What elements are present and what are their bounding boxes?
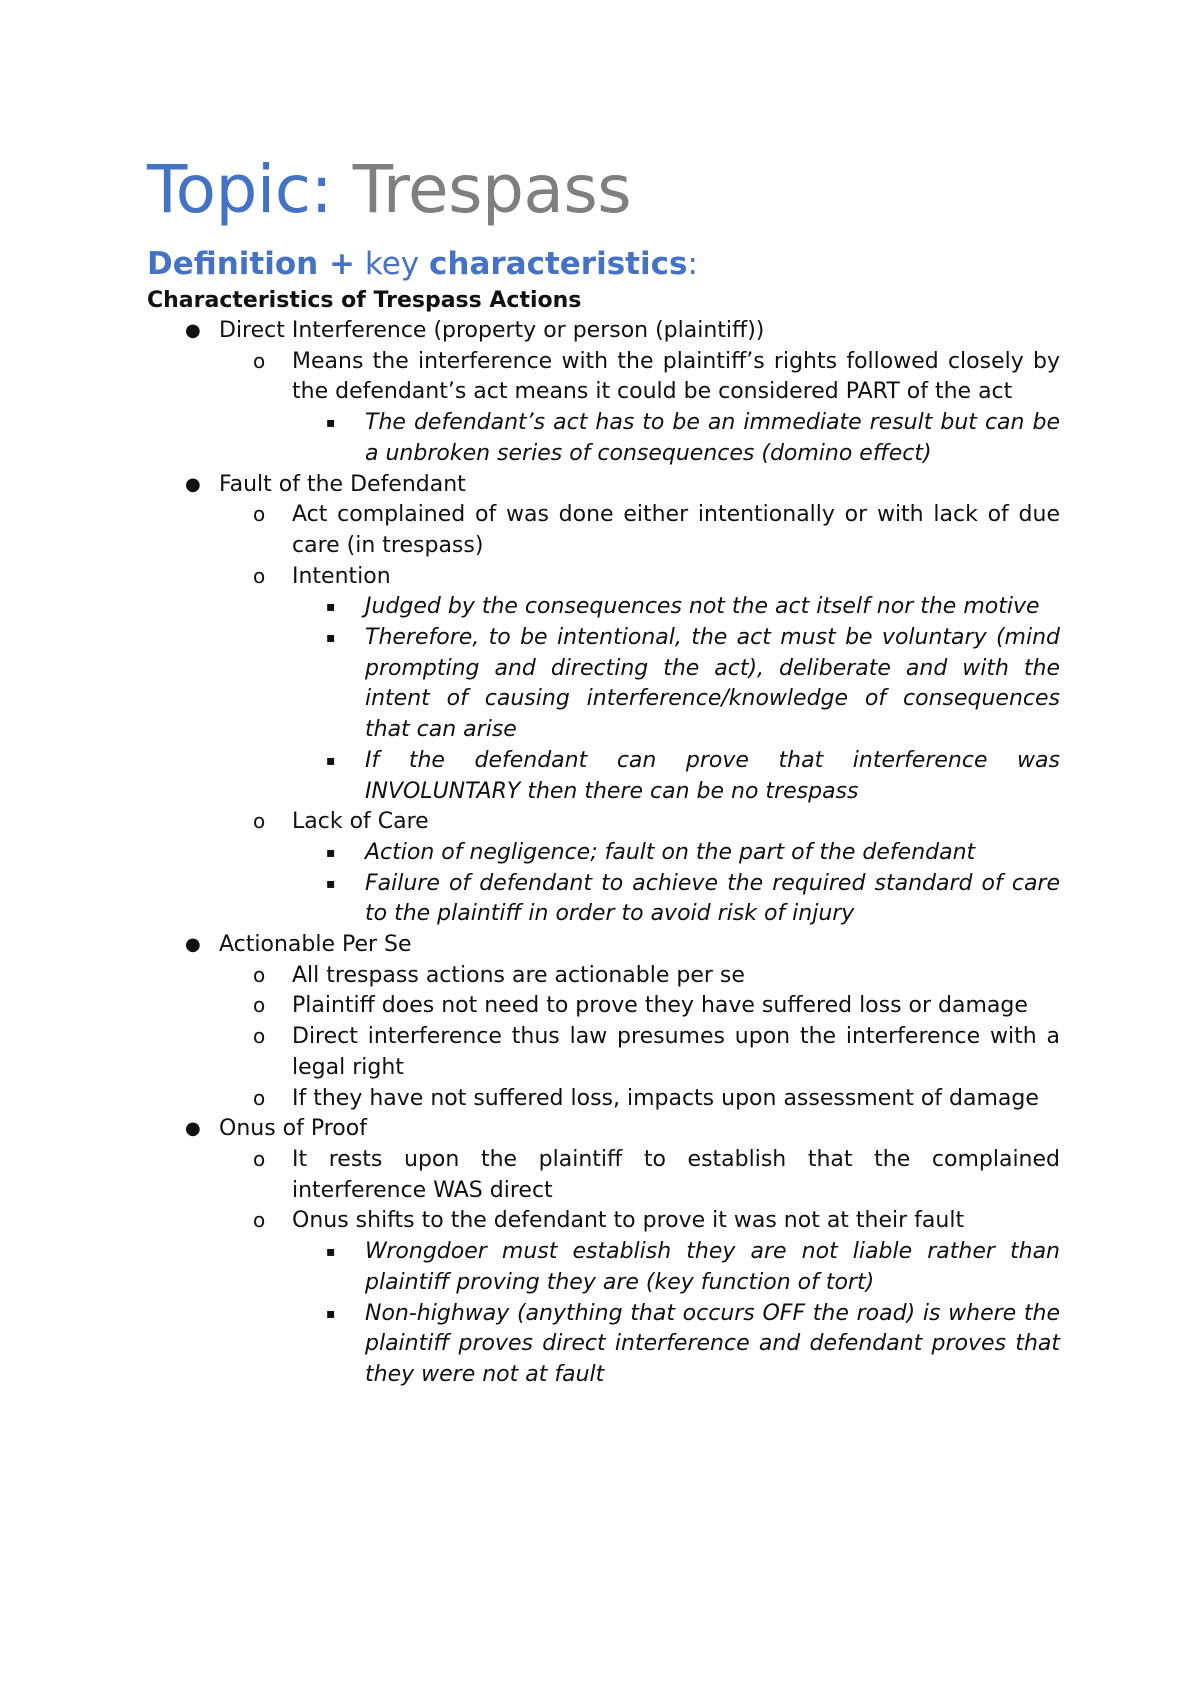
square-bullet-icon: ▪	[326, 415, 336, 432]
sub-list-item	[219, 562, 1060, 808]
circle-bullet-icon: o	[253, 1024, 266, 1049]
sub-list-item-text: Lack of Care	[292, 809, 429, 835]
sub-list-item-text: Direct interference thus law presumes upon the interference with a legal right	[292, 1024, 1060, 1080]
detail-list	[292, 408, 1060, 469]
sub-list-item-text: Act complained of was done either intentionally or with lack of due care (in trespass)	[292, 502, 1060, 558]
square-bullet-icon: ▪	[326, 752, 336, 769]
sub-list-item-text: Onus shifts to the defendant to prove it was not at their fault	[292, 1208, 965, 1234]
title-topic: Trespass	[352, 151, 632, 228]
sub-list-item-text: Plaintiff does not need to prove they have suffered loss or damage	[292, 993, 1028, 1019]
list-item	[147, 316, 1060, 470]
subheading-part-characteristics: characteristics	[429, 246, 688, 282]
bullet-icon: ●	[185, 473, 201, 495]
detail-list-item-text: Therefore, to be intentional, the act must be voluntary (mind prompting and directing the act), deliberate and with the intent of causing interference/knowledge of consequences that can arise	[365, 625, 1060, 743]
circle-bullet-icon: o	[253, 1085, 266, 1110]
characteristics-list	[147, 316, 1060, 1391]
square-bullet-icon: ▪	[326, 875, 336, 892]
list-item-text: Onus of Proof	[219, 1116, 367, 1142]
title-prefix: Topic:	[147, 151, 333, 228]
detail-list	[292, 592, 1060, 807]
detail-list	[292, 1237, 1060, 1391]
definition-subheading	[147, 242, 1060, 286]
subheading-part-key: key	[364, 246, 420, 282]
bullet-icon: ●	[185, 934, 201, 956]
sub-list-item-text: It rests upon the plaintiff to establish that the complained interference WAS direct	[292, 1146, 1060, 1203]
section-heading: Characteristics of Trespass Actions	[147, 288, 582, 313]
bullet-icon: ●	[185, 320, 201, 341]
page-title	[147, 148, 1060, 232]
detail-list-item-text: Action of negligence; fault on the part of the defendant	[365, 839, 976, 865]
list-item	[147, 1114, 1060, 1390]
detail-list-item-text: If the defendant can prove that interference was INVOLUNTARY then there can be no trespass	[365, 747, 1060, 804]
detail-list-item	[292, 838, 1060, 869]
sub-list	[219, 500, 1060, 930]
sub-list-item	[219, 1145, 1060, 1206]
subheading-part-definition: Definition +	[147, 246, 356, 282]
detail-list-item-text: The defendant’s act has to be an immediate result but can be a unbroken series of consequences (domino effect)	[365, 410, 1060, 466]
detail-list-item	[292, 1299, 1060, 1391]
sub-list-item	[219, 500, 1060, 561]
square-bullet-icon: ▪	[326, 1305, 336, 1322]
detail-list-item	[292, 592, 1060, 623]
sub-list-item	[219, 347, 1060, 470]
sub-list	[219, 347, 1060, 470]
detail-list-item	[292, 869, 1060, 930]
sub-list-item	[219, 1084, 1060, 1115]
circle-bullet-icon: o	[253, 1146, 266, 1171]
detail-list-item-text: Wrongdoer must establish they are not liable rather than plaintiff proving they are (key function of tort)	[365, 1239, 1060, 1295]
sub-list-item	[219, 807, 1060, 930]
sub-list-item-text: Means the interference with the plaintiff’s rights followed closely by the defendant’s act means it could be considered PART of the act	[292, 348, 1060, 405]
circle-bullet-icon: o	[253, 993, 266, 1018]
circle-bullet-icon: o	[253, 502, 266, 527]
sub-list-item	[219, 1206, 1060, 1390]
square-bullet-icon: ▪	[326, 1244, 336, 1261]
subheading-part-colon: :	[687, 246, 698, 282]
circle-bullet-icon: o	[253, 809, 266, 834]
detail-list-item-text: Non-highway (anything that occurs OFF the road) is where the plaintiff proves direct interference and defendant proves that they were not at fault	[365, 1300, 1060, 1387]
circle-bullet-icon: o	[253, 962, 266, 987]
detail-list-item	[292, 623, 1060, 746]
sub-list-item	[219, 961, 1060, 992]
list-item	[147, 930, 1060, 1114]
sub-list	[219, 961, 1060, 1115]
sub-list-item-text: All trespass actions are actionable per se	[292, 962, 745, 988]
square-bullet-icon: ▪	[326, 630, 336, 647]
detail-list	[292, 838, 1060, 930]
sub-list-item-text: If they have not suffered loss, impacts upon assessment of damage	[292, 1085, 1039, 1111]
sub-list	[219, 1145, 1060, 1391]
list-item-text: Actionable Per Se	[219, 932, 412, 958]
list-item-text: Fault of the Defendant	[219, 471, 466, 497]
sub-list-item	[219, 1022, 1060, 1083]
circle-bullet-icon: o	[253, 1208, 266, 1233]
detail-list-item	[292, 408, 1060, 469]
sub-list-item-text: Intention	[292, 563, 391, 589]
sub-list-item	[219, 991, 1060, 1022]
circle-bullet-icon: o	[253, 348, 266, 373]
bullet-icon: ●	[185, 1118, 201, 1140]
list-item	[147, 470, 1060, 931]
detail-list-item-text: Failure of defendant to achieve the required standard of care to the plaintiff in order to avoid risk of injury	[365, 870, 1060, 927]
list-item-text: Direct Interference (property or person (plaintiff))	[219, 318, 765, 343]
circle-bullet-icon: o	[253, 563, 266, 588]
detail-list-item	[292, 746, 1060, 807]
square-bullet-icon: ▪	[326, 844, 336, 861]
detail-list-item-text: Judged by the consequences not the act itself nor the motive	[365, 594, 1040, 620]
square-bullet-icon: ▪	[326, 599, 336, 616]
detail-list-item	[292, 1237, 1060, 1298]
